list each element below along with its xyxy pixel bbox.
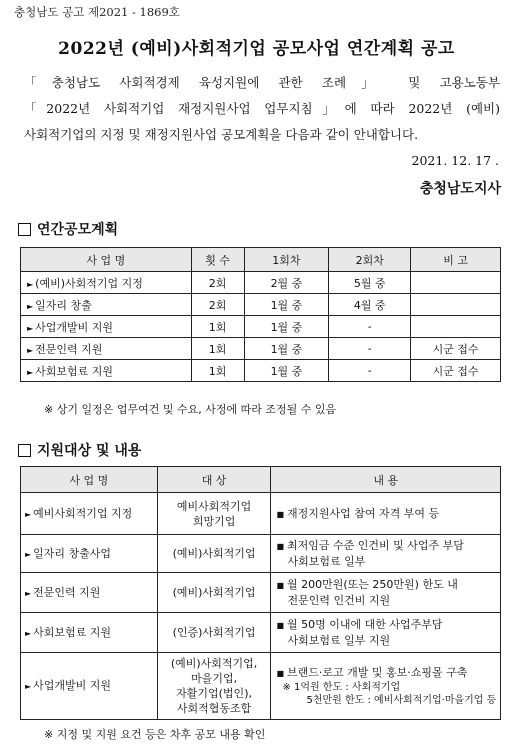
square-bullet-icon: [18, 223, 31, 236]
triangle-right-icon: ►: [27, 301, 34, 311]
notice-date: 2021. 12. 17 .: [411, 153, 499, 168]
table-header-row: [21, 248, 501, 272]
program-name-cell: [21, 493, 158, 535]
table-row: [21, 535, 501, 573]
square-bullet-icon: ■: [276, 542, 285, 551]
section-support-label: 지원대상 및 내용: [37, 443, 142, 459]
table-row: [21, 294, 501, 316]
program-name-cell: [21, 272, 192, 294]
table-row: [21, 272, 501, 294]
content-line: [276, 665, 498, 681]
cell-r2: 4월 중: [329, 294, 411, 316]
content-cell: [271, 653, 501, 720]
program-name-cell: [21, 360, 192, 382]
table-row: [21, 338, 501, 360]
target-line: (인증)사회적기업: [172, 626, 256, 639]
target-line: 자활기업(법인),: [176, 687, 252, 700]
column-header: 대 상: [157, 467, 271, 493]
column-header: 사 업 명: [21, 248, 192, 272]
column-header: 횟 수: [191, 248, 244, 272]
cell-r1: 2월 중: [244, 272, 329, 294]
square-bullet-icon: [18, 444, 31, 457]
target-cell: [157, 573, 271, 613]
issuing-organization: 충청남도지사: [419, 181, 501, 197]
content-subnote: 5천만원 한도 : 예비사회적기업·마을기업 등: [306, 695, 497, 706]
table-header-row: [21, 467, 501, 493]
content-text: 최저임금 수준 인건비 및 사업주 부담: [287, 539, 464, 552]
target-line: 희망기업: [192, 514, 236, 528]
program-name: (예비)사회적기업 지정: [35, 276, 143, 290]
content-line: [276, 593, 498, 608]
content-line: [276, 617, 498, 633]
program-name-cell: [21, 613, 158, 653]
target-cell: [157, 535, 271, 573]
content-text: 전문인력 인건비 지원: [287, 594, 391, 607]
cell-count: 2회: [191, 294, 244, 316]
target-line: (예비)사회적기업: [172, 586, 256, 599]
column-header: 내 용: [271, 467, 501, 493]
content-cell: [271, 613, 501, 653]
program-name: 일자리 창출사업: [33, 546, 112, 560]
program-name: 전문인력 지원: [33, 585, 101, 599]
cell-r1: 1월 중: [244, 316, 329, 338]
intro-line-2: 「2022년 사회적기업 재정지원사업 업무지침」에 따라 2022년 (예비): [24, 101, 500, 116]
program-name: 일자리 창출: [35, 298, 92, 312]
cell-note: [411, 316, 501, 338]
column-header: 1회차: [244, 248, 329, 272]
square-bullet-icon: ■: [276, 669, 285, 678]
content-line: [276, 554, 498, 569]
table-row: [21, 573, 501, 613]
triangle-right-icon: ►: [25, 588, 32, 598]
page-title: 2022년 (예비)사회적기업 공모사업 연간계획 공고: [58, 39, 455, 59]
triangle-right-icon: ►: [25, 549, 32, 559]
target-line: (예비)사회적기업,: [170, 657, 258, 670]
target-line: 사회적협동조합: [176, 702, 252, 715]
triangle-right-icon: ►: [25, 682, 32, 691]
target-line: (예비)사회적기업: [172, 547, 256, 560]
program-name: 사업개발비 지원: [35, 320, 114, 334]
triangle-right-icon: ►: [27, 367, 34, 377]
program-name-cell: [21, 573, 158, 613]
cell-r1: 1월 중: [244, 294, 329, 316]
support-footnote: ※ 지정 및 지원 요건 등은 차후 공모 내용 확인: [44, 728, 266, 741]
table-row: [21, 613, 501, 653]
program-name: 사회보험료 지원: [35, 364, 114, 378]
support-table: [20, 466, 501, 720]
program-name-cell: [21, 338, 192, 360]
column-header: 사 업 명: [21, 467, 158, 493]
annual-plan-table: [20, 247, 501, 382]
square-bullet-icon: ■: [276, 581, 285, 590]
intro-line-3: 사회적기업의 지정 및 재정지원사업 공모계획을 다음과 같이 안내합니다.: [24, 127, 419, 142]
section-support-title: [18, 440, 141, 460]
cell-r2: -: [329, 360, 411, 382]
content-text: 월 200만원(또는 250만원) 한도 내: [287, 578, 458, 591]
section-annual-plan-title: [18, 219, 118, 239]
triangle-right-icon: ►: [25, 628, 32, 638]
table-row: [21, 316, 501, 338]
target-cell: [157, 493, 271, 535]
content-text: 재정지원사업 참여 자격 부여 등: [287, 506, 440, 520]
content-line: [276, 538, 498, 554]
content-cell: [271, 535, 501, 573]
column-header: 2회차: [329, 248, 411, 272]
cell-r2: -: [329, 338, 411, 360]
column-header: 비 고: [411, 248, 501, 272]
content-cell: [271, 493, 501, 535]
section-annual-plan-label: 연간공모계획: [37, 222, 119, 238]
square-bullet-icon: ■: [276, 509, 285, 519]
cell-r1: 1월 중: [244, 360, 329, 382]
content-subnote: ※ 1억원 한도 : 사회적기업: [282, 682, 401, 693]
cell-r2: 5월 중: [329, 272, 411, 294]
cell-count: 2회: [191, 272, 244, 294]
table-row: [21, 493, 501, 535]
table-row: [21, 360, 501, 382]
cell-note: [411, 294, 501, 316]
content-line: [276, 506, 498, 522]
target-cell: [157, 653, 271, 720]
program-name-cell: [21, 294, 192, 316]
triangle-right-icon: ►: [27, 279, 34, 289]
program-name: 예비사회적기업 지정: [33, 506, 133, 520]
triangle-right-icon: ►: [25, 509, 32, 519]
annual-plan-footnote: ※ 상기 일정은 업무여건 및 수요, 사정에 따라 조정될 수 있음: [44, 403, 337, 416]
cell-note: 시군 접수: [411, 338, 501, 360]
program-name-cell: [21, 653, 158, 720]
program-name: 전문인력 지원: [35, 342, 103, 356]
content-cell: [271, 573, 501, 613]
intro-paragraph: [24, 70, 500, 148]
cell-r2: -: [329, 316, 411, 338]
content-line: [276, 633, 498, 648]
target-line: 마을기업,: [191, 672, 238, 685]
cell-count: 1회: [191, 316, 244, 338]
content-line: [276, 577, 498, 593]
cell-r1: 1월 중: [244, 338, 329, 360]
cell-note: [411, 272, 501, 294]
content-text: 사회보험료 일부 지원: [287, 634, 391, 647]
table-row: [21, 653, 501, 720]
intro-line-1: 「충청남도 사회적경제 육성지원에 관한 조례」 및 고용노동부: [24, 75, 500, 90]
program-name: 사회보험료 지원: [33, 625, 112, 639]
program-name-cell: [21, 316, 192, 338]
content-text: 브랜드·로고 개발 및 홍보·쇼핑몰 구축: [287, 666, 468, 679]
content-text: 월 50명 이내에 대한 사업주부담: [287, 618, 443, 631]
notice-number: 충청남도 공고 제2021 - 1869호: [14, 5, 180, 19]
triangle-right-icon: ►: [27, 323, 34, 333]
content-text: 사회보험료 일부: [287, 555, 366, 568]
cell-note: 시군 접수: [411, 360, 501, 382]
target-line: 예비사회적기업: [176, 499, 252, 513]
program-name-cell: [21, 535, 158, 573]
target-cell: [157, 613, 271, 653]
square-bullet-icon: ■: [276, 621, 285, 630]
cell-count: 1회: [191, 360, 244, 382]
triangle-right-icon: ►: [27, 345, 34, 355]
program-name: 사업개발비 지원: [33, 679, 112, 692]
cell-count: 1회: [191, 338, 244, 360]
